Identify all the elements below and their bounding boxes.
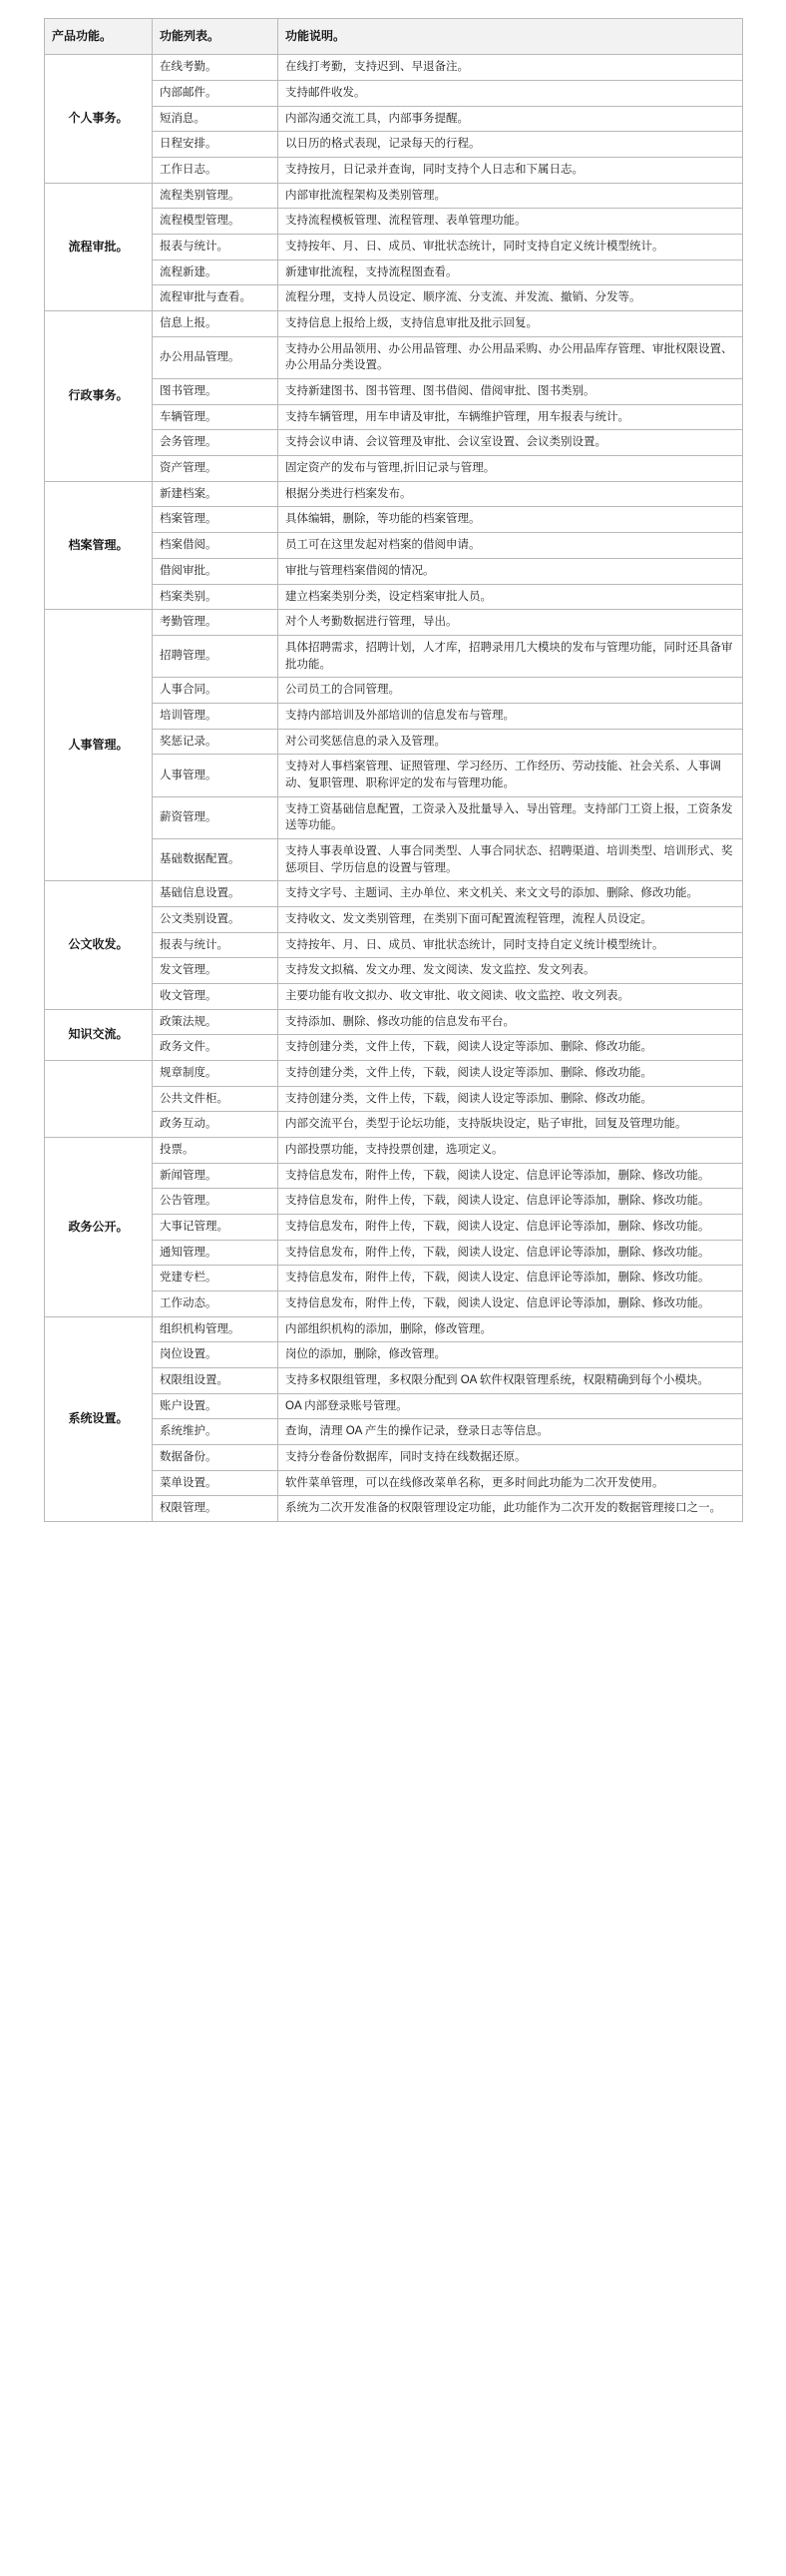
feature-description-cell: 内部沟通交流工具，内部事务提醒。: [278, 106, 743, 132]
group-name-cell: 政务公开。: [45, 1137, 153, 1316]
feature-item-cell: 投票。: [153, 1137, 278, 1163]
feature-item-cell: 人事管理。: [153, 755, 278, 796]
feature-description-cell: 支持信息发布，附件上传，下载，阅读人设定、信息评论等添加，删除、修改功能。: [278, 1266, 743, 1291]
feature-item-cell: 档案管理。: [153, 507, 278, 533]
feature-item-cell: 组织机构管理。: [153, 1316, 278, 1342]
feature-item-cell: 系统维护。: [153, 1419, 278, 1445]
column-header-function-description: 功能说明。: [278, 19, 743, 55]
feature-item-cell: 流程新建。: [153, 259, 278, 285]
feature-item-cell: 资产管理。: [153, 456, 278, 482]
feature-item-cell: 工作动态。: [153, 1290, 278, 1316]
feature-description-cell: 支持对人事档案管理、证照管理、学习经历、工作经历、劳动技能、社会关系、人事调动、复职管理、职称评定的发布与管理功能。: [278, 755, 743, 796]
feature-description-cell: 内部审批流程架构及类别管理。: [278, 183, 743, 209]
feature-item-cell: 档案类别。: [153, 584, 278, 610]
feature-item-cell: 报表与统计。: [153, 932, 278, 958]
table-row: [45, 1316, 743, 1342]
feature-description-cell: 根据分类进行档案发布。: [278, 481, 743, 507]
feature-item-cell: 考勤管理。: [153, 610, 278, 636]
feature-description-cell: 在线打考勤，支持迟到、早退备注。: [278, 55, 743, 81]
feature-description-cell: 主要功能有收文拟办、收文审批、收文阅读、收文监控、收文列表。: [278, 983, 743, 1009]
feature-description-cell: 支持信息发布，附件上传，下载，阅读人设定、信息评论等添加，删除、修改功能。: [278, 1214, 743, 1240]
feature-description-cell: 支持信息发布，附件上传，下载，阅读人设定、信息评论等添加，删除、修改功能。: [278, 1240, 743, 1266]
table-row: [45, 1060, 743, 1086]
group-name-cell: 系统设置。: [45, 1316, 153, 1521]
feature-item-cell: 人事合同。: [153, 678, 278, 704]
feature-item-cell: 党建专栏。: [153, 1266, 278, 1291]
feature-item-cell: 大事记管理。: [153, 1214, 278, 1240]
feature-description-cell: 支持会议申请、会议管理及审批、会议室设置、会议类别设置。: [278, 430, 743, 456]
feature-item-cell: 短消息。: [153, 106, 278, 132]
feature-item-cell: 档案借阅。: [153, 533, 278, 559]
table-row: [45, 1009, 743, 1035]
feature-item-cell: 基础信息设置。: [153, 881, 278, 907]
product-feature-table: [44, 18, 743, 1522]
feature-description-cell: 公司员工的合同管理。: [278, 678, 743, 704]
feature-description-cell: 支持创建分类，文件上传，下载，阅读人设定等添加、删除、修改功能。: [278, 1060, 743, 1086]
feature-item-cell: 流程模型管理。: [153, 209, 278, 235]
feature-description-cell: 支持创建分类，文件上传，下载，阅读人设定等添加、删除、修改功能。: [278, 1086, 743, 1112]
table-row: [45, 610, 743, 636]
feature-item-cell: 在线考勤。: [153, 55, 278, 81]
header-row: [45, 19, 743, 55]
feature-description-cell: 对公司奖惩信息的录入及管理。: [278, 729, 743, 755]
feature-item-cell: 会务管理。: [153, 430, 278, 456]
feature-item-cell: 图书管理。: [153, 379, 278, 405]
table-body: [45, 55, 743, 1522]
feature-description-cell: 支持工资基础信息配置，工资录入及批量导入、导出管理。支持部门工资上报，工资条发送等功能。: [278, 796, 743, 838]
feature-description-cell: 具体编辑，删除，等功能的档案管理。: [278, 507, 743, 533]
feature-item-cell: 基础数据配置。: [153, 838, 278, 880]
table-row: [45, 1137, 743, 1163]
feature-description-cell: 固定资产的发布与管理,折旧记录与管理。: [278, 456, 743, 482]
feature-description-cell: 支持信息发布，附件上传，下载，阅读人设定、信息评论等添加，删除、修改功能。: [278, 1163, 743, 1189]
feature-description-cell: 支持邮件收发。: [278, 81, 743, 107]
feature-item-cell: 岗位设置。: [153, 1342, 278, 1368]
feature-item-cell: 权限管理。: [153, 1496, 278, 1522]
table-row: [45, 55, 743, 81]
feature-item-cell: 政务互动。: [153, 1112, 278, 1138]
feature-description-cell: 支持添加、删除、修改功能的信息发布平台。: [278, 1009, 743, 1035]
feature-description-cell: 支持收文、发文类别管理，在类别下面可配置流程管理，流程人员设定。: [278, 906, 743, 932]
feature-description-cell: OA 内部登录账号管理。: [278, 1393, 743, 1419]
table-header: [45, 19, 743, 55]
feature-description-cell: 支持信息发布，附件上传，下载，阅读人设定、信息评论等添加，删除、修改功能。: [278, 1290, 743, 1316]
feature-item-cell: 奖惩记录。: [153, 729, 278, 755]
feature-item-cell: 办公用品管理。: [153, 336, 278, 378]
group-name-cell: 行政事务。: [45, 311, 153, 482]
feature-item-cell: 数据备份。: [153, 1445, 278, 1471]
feature-description-cell: 建立档案类别分类，设定档案审批人员。: [278, 584, 743, 610]
feature-item-cell: 日程安排。: [153, 132, 278, 158]
feature-description-cell: 支持多权限组管理，多权限分配到 OA 软件权限管理系统，权限精确到每个小模块。: [278, 1368, 743, 1394]
feature-description-cell: 支持文字号、主题词、主办单位、来文机关、来文文号的添加、删除、修改功能。: [278, 881, 743, 907]
feature-item-cell: 通知管理。: [153, 1240, 278, 1266]
feature-description-cell: 内部交流平台，类型于论坛功能，支持版块设定，贴子审批，回复及管理功能。: [278, 1112, 743, 1138]
feature-description-cell: 支持流程模板管理、流程管理、表单管理功能。: [278, 209, 743, 235]
feature-description-cell: 内部投票功能，支持投票创建，选项定义。: [278, 1137, 743, 1163]
feature-item-cell: 报表与统计。: [153, 235, 278, 260]
feature-item-cell: 流程类别管理。: [153, 183, 278, 209]
column-header-product-function: 产品功能。: [45, 19, 153, 55]
feature-description-cell: 支持信息发布，附件上传，下载，阅读人设定、信息评论等添加，删除、修改功能。: [278, 1189, 743, 1215]
group-name-cell: 流程审批。: [45, 183, 153, 310]
group-name-cell: [45, 1060, 153, 1137]
table-row: [45, 311, 743, 337]
feature-item-cell: 权限组设置。: [153, 1368, 278, 1394]
feature-description-cell: 审批与管理档案借阅的情况。: [278, 558, 743, 584]
group-name-cell: 公文收发。: [45, 881, 153, 1009]
feature-description-cell: 岗位的添加，删除，修改管理。: [278, 1342, 743, 1368]
feature-description-cell: 支持按月，日记录并查询，同时支持个人日志和下属日志。: [278, 158, 743, 184]
feature-item-cell: 借阅审批。: [153, 558, 278, 584]
feature-description-cell: 支持人事表单设置、人事合同类型、人事合同状态、招聘渠道、培训类型、培训形式、奖惩项目、学历信息的设置与管理。: [278, 838, 743, 880]
feature-description-cell: 员工可在这里发起对档案的借阅申请。: [278, 533, 743, 559]
feature-description-cell: 对个人考勤数据进行管理，导出。: [278, 610, 743, 636]
feature-item-cell: 发文管理。: [153, 958, 278, 984]
feature-item-cell: 菜单设置。: [153, 1470, 278, 1496]
group-name-cell: 个人事务。: [45, 55, 153, 183]
group-name-cell: 知识交流。: [45, 1009, 153, 1060]
feature-item-cell: 信息上报。: [153, 311, 278, 337]
feature-item-cell: 收文管理。: [153, 983, 278, 1009]
feature-item-cell: 政策法规。: [153, 1009, 278, 1035]
feature-description-cell: 内部组织机构的添加，删除，修改管理。: [278, 1316, 743, 1342]
feature-description-cell: 支持内部培训及外部培训的信息发布与管理。: [278, 703, 743, 729]
feature-item-cell: 工作日志。: [153, 158, 278, 184]
feature-description-cell: 系统为二次开发准备的权限管理设定功能，此功能作为二次开发的数据管理接口之一。: [278, 1496, 743, 1522]
feature-item-cell: 规章制度。: [153, 1060, 278, 1086]
feature-description-cell: 支持新建图书、图书管理、图书借阅、借阅审批、图书类别。: [278, 379, 743, 405]
feature-item-cell: 新闻管理。: [153, 1163, 278, 1189]
feature-item-cell: 招聘管理。: [153, 635, 278, 677]
feature-item-cell: 新建档案。: [153, 481, 278, 507]
feature-description-cell: 支持分卷备份数据库，同时支持在线数据还原。: [278, 1445, 743, 1471]
table-row: [45, 183, 743, 209]
feature-item-cell: 公共文件柜。: [153, 1086, 278, 1112]
feature-item-cell: 账户设置。: [153, 1393, 278, 1419]
feature-item-cell: 薪资管理。: [153, 796, 278, 838]
feature-item-cell: 内部邮件。: [153, 81, 278, 107]
feature-item-cell: 公告管理。: [153, 1189, 278, 1215]
feature-description-cell: 支持信息上报给上级，支持信息审批及批示回复。: [278, 311, 743, 337]
feature-description-cell: 查询，清理 OA 产生的操作记录，登录日志等信息。: [278, 1419, 743, 1445]
table-row: [45, 481, 743, 507]
feature-item-cell: 公文类别设置。: [153, 906, 278, 932]
feature-description-cell: 支持车辆管理，用车申请及审批，车辆维护管理，用车报表与统计。: [278, 404, 743, 430]
feature-description-cell: 流程分理，支持人员设定、顺序流、分支流、并发流、撤销、分发等。: [278, 285, 743, 311]
feature-description-cell: 支持创建分类，文件上传，下载，阅读人设定等添加、删除、修改功能。: [278, 1035, 743, 1061]
column-header-function-list: 功能列表。: [153, 19, 278, 55]
feature-description-cell: 支持办公用品领用、办公用品管理、办公用品采购、办公用品库存管理、审批权限设置、办公用品分类设置。: [278, 336, 743, 378]
feature-item-cell: 政务文件。: [153, 1035, 278, 1061]
feature-description-cell: 支持发文拟稿、发文办理、发文阅读、发文监控、发文列表。: [278, 958, 743, 984]
feature-item-cell: 培训管理。: [153, 703, 278, 729]
group-name-cell: 人事管理。: [45, 610, 153, 881]
feature-description-cell: 支持按年、月、日、成员、审批状态统计，同时支持自定义统计模型统计。: [278, 932, 743, 958]
table-row: [45, 881, 743, 907]
feature-description-cell: 支持按年、月、日、成员、审批状态统计，同时支持自定义统计模型统计。: [278, 235, 743, 260]
feature-description-cell: 具体招聘需求，招聘计划，人才库，招聘录用几大模块的发布与管理功能，同时还具备审批功能。: [278, 635, 743, 677]
feature-description-cell: 新建审批流程，支持流程图查看。: [278, 259, 743, 285]
feature-description-cell: 软件菜单管理，可以在线修改菜单名称，更多时间此功能为二次开发使用。: [278, 1470, 743, 1496]
group-name-cell: 档案管理。: [45, 481, 153, 609]
feature-description-cell: 以日历的格式表现，记录每天的行程。: [278, 132, 743, 158]
feature-item-cell: 车辆管理。: [153, 404, 278, 430]
feature-item-cell: 流程审批与查看。: [153, 285, 278, 311]
